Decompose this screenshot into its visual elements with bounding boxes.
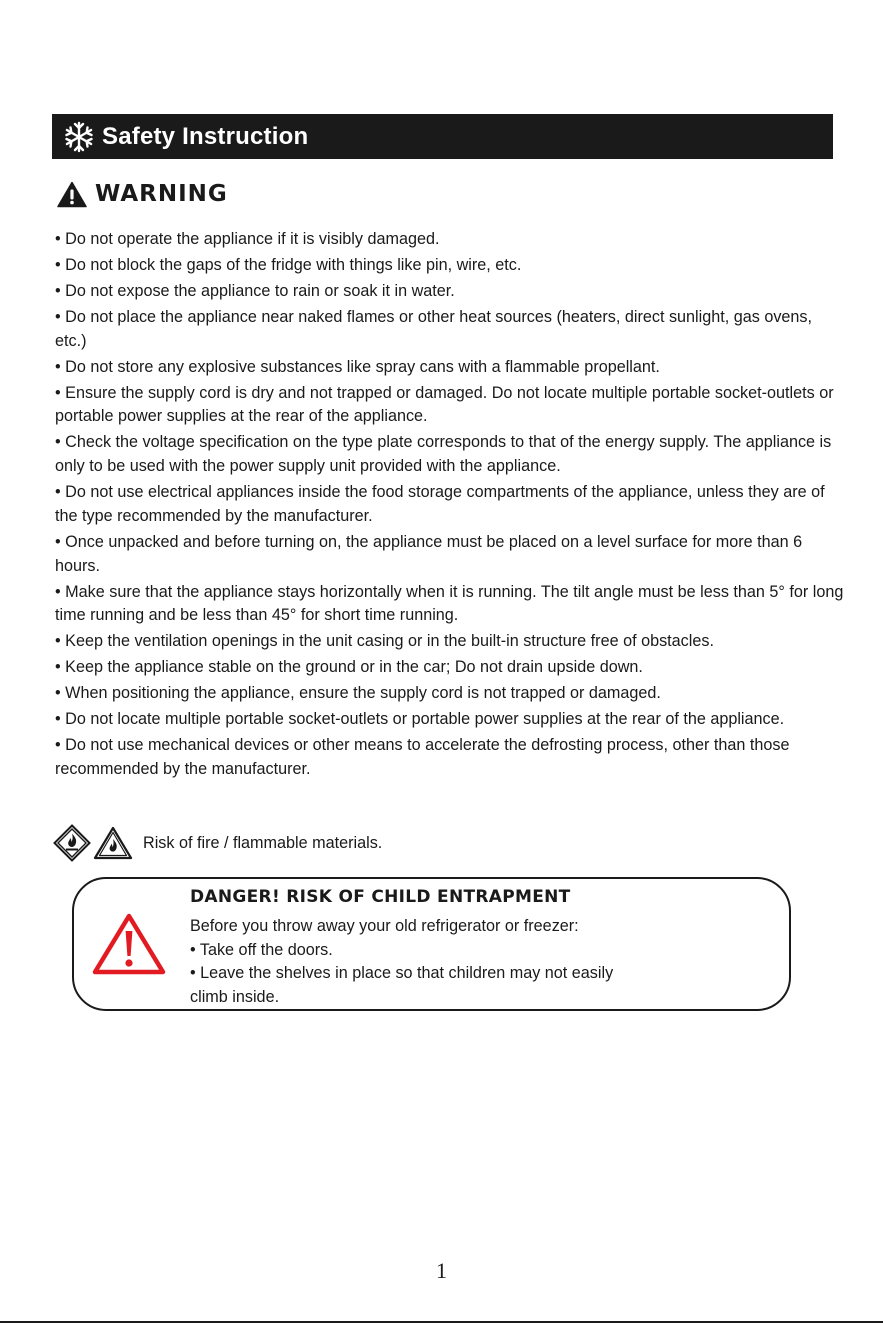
- section-header-bar: [52, 114, 833, 159]
- list-item: • Once unpacked and before turning on, the appliance must be placed on a level surface for more than 6 hours.: [55, 532, 803, 575]
- bottom-divider: [0, 1321, 883, 1323]
- page-number: 1: [436, 1258, 447, 1283]
- list-item: • Do not use electrical appliances inside the food storage compartments of the appliance, unless they are of the type recommended by the manufacturer.: [55, 483, 825, 525]
- snowflake-icon: [62, 120, 96, 154]
- list-item: • Do not block the gaps of the fridge with things like pin, wire, etc.: [55, 256, 522, 274]
- list-item: • Do not operate the appliance if it is visibly damaged.: [55, 230, 440, 248]
- list-item: • Make sure that the appliance stays horizontally when it is running. The tilt angle must be less than 5° for long time running and be less than 45° for short time running.: [55, 582, 844, 625]
- danger-exclamation-icon: [92, 912, 166, 976]
- list-item: • Do not expose the appliance to rain or soak it in water.: [55, 282, 455, 300]
- flammable-triangle-icon: [93, 826, 133, 860]
- fire-risk-notice: [53, 824, 382, 862]
- list-item: • Do not use mechanical devices or other means to accelerate the defrosting process, other than those recommended by the manufacturer.: [55, 736, 790, 778]
- flammable-diamond-icon: [53, 824, 91, 862]
- danger-line: • Leave the shelves in place so that children may not easily: [190, 964, 614, 982]
- danger-callout-box: [72, 877, 791, 1011]
- list-item: • Ensure the supply cord is dry and not trapped or damaged. Do not locate multiple portable socket-outlets or portable power supplies at the rear of the appliance.: [55, 383, 834, 426]
- fire-risk-text: Risk of fire / flammable materials.: [143, 833, 383, 852]
- warning-list: [55, 228, 845, 784]
- list-item: • Keep the ventilation openings in the unit casing or in the built-in structure free of obstacles.: [55, 632, 714, 651]
- page-title: Safety Instruction: [102, 122, 309, 150]
- danger-text: [190, 915, 613, 1009]
- list-item: • When positioning the appliance, ensure the supply cord is not trapped or damaged.: [55, 684, 661, 703]
- danger-title: DANGER! RISK OF CHILD ENTRAPMENT: [190, 887, 571, 907]
- list-item: • Do not place the appliance near naked flames or other heat sources (heaters, direct sunlight, gas ovens, etc.): [55, 308, 813, 350]
- list-item: • Check the voltage specification on the type plate corresponds to that of the energy supply. The appliance is only to be used with the power supply unit provided with the appliance.: [55, 433, 832, 476]
- danger-line: Before you throw away your old refrigerator or freezer:: [190, 917, 579, 935]
- danger-line: climb inside.: [190, 987, 280, 1006]
- danger-line: • Take off the doors.: [190, 940, 333, 959]
- list-item: • Keep the appliance stable on the ground or in the car; Do not drain upside down.: [55, 658, 643, 677]
- warning-triangle-icon: [57, 181, 87, 208]
- list-item: • Do not locate multiple portable socket-outlets or portable power supplies at the rear of the appliance.: [55, 710, 785, 729]
- warning-label: WARNING: [95, 181, 228, 207]
- warning-heading: [57, 178, 228, 210]
- list-item: • Do not store any explosive substances like spray cans with a flammable propellant.: [55, 357, 660, 376]
